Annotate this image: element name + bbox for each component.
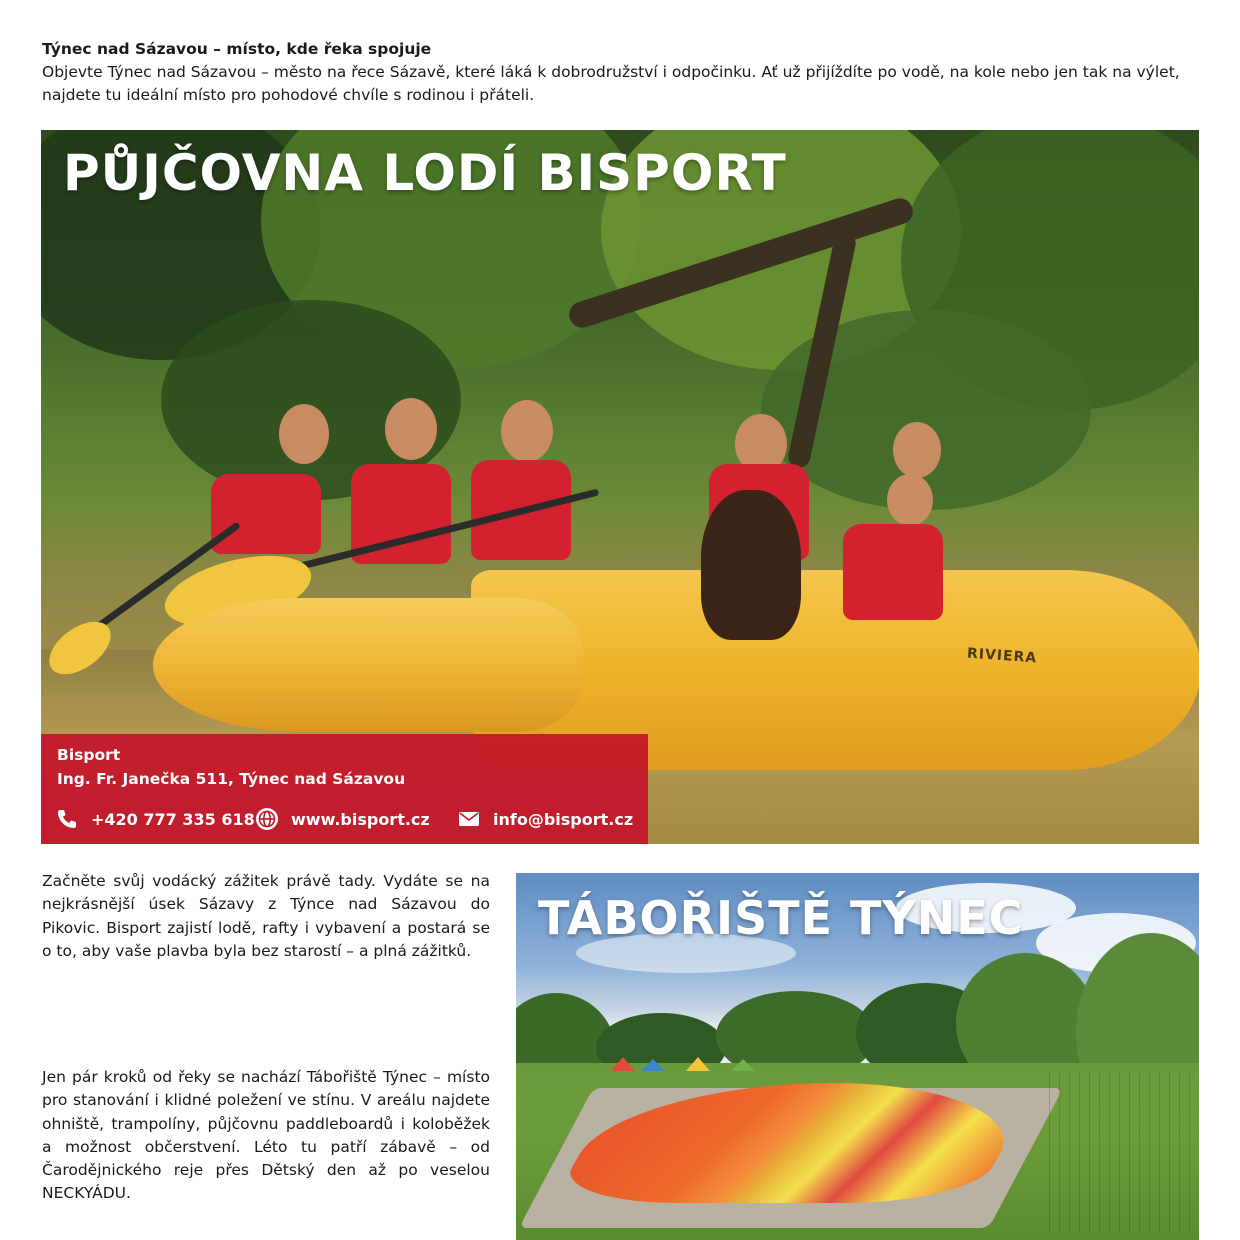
taboriste-heading: TÁBOŘIŠTĚ TÝNEC <box>538 891 1024 945</box>
canoe-brand: RIVIERA <box>966 645 1038 667</box>
intro-title: Týnec nad Sázavou – místo, kde řeka spojuje <box>42 40 432 58</box>
email-link[interactable] <box>457 806 633 832</box>
intro-section <box>42 38 1202 107</box>
life-vest <box>211 474 321 554</box>
bisport-description: Začněte svůj vodácký zážitek právě tady. Vydáte se na nejkrásnější úsek Sázavy z Týnce nad Sázavou do Pikovic. Bisport zajistí lodě, rafty i vybavení a postará se o to, aby vaše plavba byla bez starostí – a plná zážitků. <box>42 872 490 960</box>
campsite-photo <box>516 873 1199 1240</box>
person <box>279 404 329 464</box>
mail-icon <box>457 807 481 831</box>
tent <box>731 1059 755 1071</box>
globe-icon <box>255 807 279 831</box>
person <box>893 422 941 478</box>
tent <box>641 1059 665 1071</box>
life-vest <box>843 524 943 620</box>
contact-row <box>41 806 648 832</box>
fence <box>1049 1073 1199 1233</box>
email-address: info@bisport.cz <box>493 809 634 829</box>
canoe-photo <box>41 130 1199 844</box>
dog <box>701 490 801 640</box>
intro-text: Objevte Týnec nad Sázavou – město na řece Sázavě, které láká k dobrodružství i odpočinku. Ať už přijíždíte po vodě, na kole nebo jen tak na výlet, najdete tu ideální místo pro pohodové chvíle s rodinou i přáteli. <box>42 63 1180 104</box>
contact-box <box>41 734 648 844</box>
phone-number: +420 777 335 618 <box>91 809 255 829</box>
company-name: Bisport <box>57 746 121 764</box>
website: www.bisport.cz <box>291 809 430 829</box>
web-link[interactable] <box>255 806 430 832</box>
company-address: Ing. Fr. Janečka 511, Týnec nad Sázavou <box>57 770 406 788</box>
tent <box>686 1057 710 1071</box>
phone-icon <box>55 807 79 831</box>
phone-contact[interactable] <box>55 806 255 832</box>
canoe <box>153 598 583 732</box>
child <box>887 474 933 526</box>
bisport-heading: PŮJČOVNA LODÍ BISPORT <box>63 144 787 202</box>
taboriste-description: Jen pár kroků od řeky se nachází Tábořiště Týnec – místo pro stanování i klidné poležení ve stínu. V areálu najdete ohniště, trampolíny, půjčovnu paddleboardů i koloběžek a možnost občerstvení. Léto tu patří zábavě – od Čarodějnického reje přes Dětský den až po veselou NECKYÁDU. <box>42 1068 490 1203</box>
tent <box>611 1057 635 1071</box>
person <box>501 400 553 462</box>
person <box>385 398 437 460</box>
